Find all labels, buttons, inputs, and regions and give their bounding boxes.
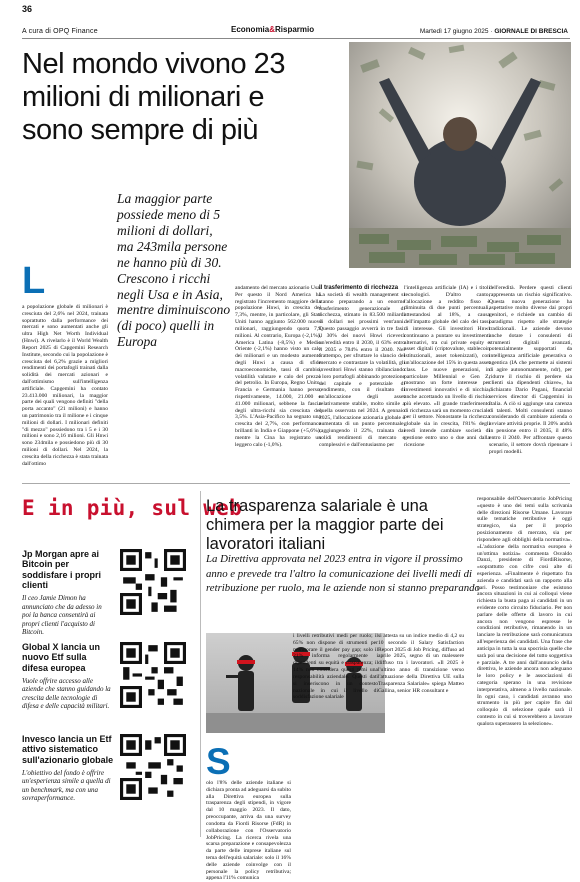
lead-column-1 <box>22 304 108 468</box>
section-suffix: Risparmio <box>275 25 315 34</box>
brief-item <box>22 734 198 803</box>
second-column-1-text: olo l'8% delle aziende italiane si dichiara pronta ad adeguarsi da subito alla Direttiva europea sulla trasparenza degli stipendi, in vigore dal 10 maggio 2023. Il dato, preoccupante, arriva da una survey condotta da Fiordi Risorse (FdR) in collaborazione con l'Osservatorio JobPricing. La ricerca rivela una scarsa preparazione e consapevolezza da parte delle imprese italiane sul tema dell'equità salariale: solo il 16% delle aziende coinvolge con il personale la policy retributiva; appena l'11% comunica <box>206 780 291 882</box>
brief-description: Vuole offrire accesso alle aziende che stanno guidando la crescita delle tecnologie di difesa e delle capacità militari. <box>22 677 111 711</box>
lead-column-5-text: dell'eredità. Perdere questi clienti rappresenta un rischio significativo. Questa nuova generazione ha aspettative molto diverse dai propri genitori, e richiede un cambio di paradigma rispetto alle strategie tradizionali. Le aziende devono anche dotare i consulenti di strumenti digitali avanzati, potenzialmente supportati da intelligenza artificiale generativa o agentica (IA che permette ai sistemi di agire autonomamente, ndr), per ridurre il rischio di perdere sia clienti sia dipendenti chiave», ha dichiarato Dario Pagani, financial services director di Capgemini in Italia. A ciò si aggiunge una carenza di talenti. Molti consulenti stanno considerando di cambiare azienda o avviare attività proprie. Il 20% andrà in pensione entro il 2035, il 48% entro il 2040. Per affrontare questo scenario, il settore dovrà ripensare i propri modelli. <box>489 285 572 455</box>
brief-description: Il ceo Jamie Dimon ha annunciato che da adesso in poi la banca consentirà ai propri clienti l'acquisto di Bitcoin. <box>22 594 102 636</box>
brief-description: L'obiettivo del fondo è offrire un'esperienza simile a quella di un benchmark, ma con una sovraperformance. <box>22 769 111 803</box>
qr-code-icon[interactable] <box>120 734 186 800</box>
qr-code-icon[interactable] <box>120 549 186 615</box>
dateline <box>420 28 568 35</box>
lead-subhead: Il trasferimento di ricchezza <box>319 285 399 291</box>
brief-title: Invesco lancia un Etf attivo sistematico sull'azionario globale <box>22 734 114 765</box>
man-in-money-rain-illustration <box>349 42 571 268</box>
second-column-2-text: i livelli retributivi medi per ruolo; il 65% non dispone di strumenti per monitorare il gender pay gap; solo il 21% informa regolarmente i dipendenti su equità e trasparenza; il 14% non considera questi temi una responsabilità aziendale. Questi dati si inseriscono in un contesto nazionale in cui il livello di soddisfazione salariale <box>293 633 378 701</box>
lead-column-5 <box>489 285 572 455</box>
lead-column-3-text: La società di wealth management si stanno preparando a un enorme trasferimento generazionale di ricchezza, stimato in 83.500 miliardi di dollari nei prossimi vent'anni. Questo passaggio avverrà in tre fasi: il 30% dei nuovi Hnwi riceverà un'eredità entro il 2030, il 63% entro il 2035 e 784% entro il 2040. Nel frattempo, per sfruttare lo slancio del mercato e contrastare la volatilità, gli investitori Hnwi stanno ribilanciando i loro portafogli abbinando protezione del capitale e potenziale di rendimento, con il risultato di un'allocazione degli asset relativamente stabile, molto simile a quella osservata nel 2024. A gennaio 2025, l'allocazione azionaria globale è aumentata di un punto percentuale, raggiungendo il 22%, trainata dai solidi rendimenti di mercato e complessivi e dall'entusiasmo per <box>319 292 405 448</box>
second-column-2 <box>293 633 378 701</box>
brief-item <box>22 549 198 636</box>
page-number: 36 <box>22 4 33 14</box>
lead-column-2-text: andamento del mercato azionario Usa. Per questo il Nord America ha registrato l'incremento maggiore della popolazione Hnwi, in crescita del 7,3%, mentre, in particolare, gli Stati Uniti hanno aggiunto 562.000 nuovi milionari, raggiungendo quota 7,9 milioni. Al contrario, Europa (-2,1%), America Latina (-8,5%) e Medio Oriente (-2,1%) hanno visto un calo dei milionari e un modesto aumento degli Hnwi a causa di sfide macroeconomiche, tassi di cambio, volatilità valutare e calo del prezzo del petrolio. In Europa, Regno Unito, Francia e Germania hanno perso, rispettivamente, 14.000, 21.000 e 41.000 milionari, sebbene la fascia degli ultra-ricchi sia cresciuta del 3,5%. L'Asia-Pacifico ha segnato una crescita del 2,7%, con performance brillanti in India e Giappone (+5,6%), mentre la Cina ha registrato un leggero calo (-1,0%). <box>235 285 321 448</box>
section-prefix: Economia <box>231 25 270 34</box>
lead-column-3 <box>319 285 405 449</box>
second-column-4-text: responsabile dell'Osservatorio JobPricing «questo è uno dei temi sulla scrivania delle direzioni Risorse Umane. Lavorare sulle tematiche retributive è oggi strategico, sia per il proprio posizionamento di mercato, sia per rispondere agli obblighi della normativa». «L'adozione della normativa europea è un'ottima notizia» commenta Osvaldo Danzi, presidente di FiordiRisorse, «soprattutto con cifre così alte di esperienza. «Finalmente è rispettato fra azienda e candidati sarà un rapporto alla pari. Posso testimoniare che esistono ancora situazioni in cui ai colloqui viene richiesta la busta paga ai candidati in un evidente corto circuito fiduciario. Per non parlare delle offerte di lavoro in cui ancora non vengono espresse le condizioni retributive, rimanendo in un lanciare la retribuzione sarà comunicatura all'esperienza dei candidati. Una frase che anticipa in tutta la sua spocrisia quelle che sarà poi una decisione del tutto soggettiva e parziale. A tre anni dall'annuncio della direttiva, le aziende ancora non adeguano le loro policy e le associazioni di categoria sperano in una revisione interpretativa, almeno a livello nazionale. In ogni caso, i candidati avranno uno strumento in più per capire fin dal colloquio di selezione quale sarà il contesto in cui si troverebbero a lavorare qualora superassero la selezione». <box>477 496 572 727</box>
issue-date: Martedì 17 giugno 2025 · <box>419 28 493 35</box>
qr-code-icon[interactable] <box>120 642 186 708</box>
lead-headline: Nel mondo vivono 23 milioni di milionari e sono sempre di più <box>22 48 285 146</box>
second-column-3 <box>378 633 464 694</box>
lead-column-2 <box>235 285 321 449</box>
second-dropcap: S <box>206 741 231 782</box>
lead-photo <box>349 42 571 268</box>
section-amp: & <box>269 25 276 34</box>
section-title <box>231 25 314 34</box>
lead-pullquote: La maggior parte possiede meno di 5 milioni di dollari, ma 243mila persone ne hanno più di 30. Crescono i ricchi negli Usa e in Asia, mentre diminuiscono (di poco) quelli in Europa <box>117 191 231 350</box>
section-divider <box>22 483 570 484</box>
newspaper-name: GIORNALE DI BRESCIA <box>494 28 568 35</box>
lead-dropcap: L <box>22 260 46 302</box>
web-briefs-title: E in più, sul web <box>22 496 243 520</box>
lead-column-4 <box>404 285 490 449</box>
header-rule <box>22 38 570 39</box>
second-column-1 <box>206 780 291 882</box>
lead-column-1-text: a popolazione globale di milionari è cresciuta del 2,6% nel 2024, trainata soprattutto dalla performance dei mercati e sono aumentati anche gli ultra High Net Worth Individual (Hnwi). A rivelarlo è il World Wealth Report 2025 di Capgemini Research Institute, secondo cui la popolazione è cresciuta del 6,2% grazie a migliori rendimenti dei portafogli trainati dalla solidità dei mercati azionari e dall'ottimismo sull'intelligenza artificiale. Capgemini ha contato 23.413.000 milionari, la maggior parte dei quali vengono definiti "della porta accanto" (21 milioni) e hanno un patrimonio tra il milione e i cinque milioni di dollari. I milionari definiti "di mezzo" possiedono tra i 5 e i 30 milioni e sono 2,16 milioni. Gli Hnwi sono 234mila e possiedono più di 30 milioni di dollari. Nel 2024, la crescita della ricchezza è stata trainata dall'ottimo <box>22 304 108 467</box>
second-intro: La Direttiva approvata nel 2023 entra in vigore il prossimo anno e prevede tra l'altro la comunicazione dei livelli medi di retribuzione per ruolo, ma le aziende non si stanno preparando <box>206 553 480 595</box>
brief-title: Global X lancia un nuovo Etf sulla difesa europea <box>22 642 101 673</box>
column-divider <box>200 491 201 837</box>
brief-title: Jp Morgan apre ai Bitcoin per soddisfare i propri clienti <box>22 549 102 591</box>
curator-credit: A cura di OPQ Finance <box>22 28 98 35</box>
second-column-4 <box>477 496 572 728</box>
brief-item <box>22 642 198 711</box>
second-headline: La trasparenza salariale è una chimera per la maggior parte dei lavoratori italiani <box>206 497 444 553</box>
lead-column-4-text: l'intelligenza artificiale (IA) e i titoli tecnologici. D'altro canto, l'allocazione a reddito fisso è diminuita di due punti percentuali, attestandosi al 18%, a causa dell'impatto globale del calo dei tassi di interesse. Gli investitori Hnwi continuano a puntare su investimenti alternativi, tra cui private equity e asset digitali (criptovalute, stablecoin istituzionali, asset tokenizzati), con un'allocazione del 15% in questa asset class. Le nuove generazioni, in particolare Millennial e Gen Z, mostrano un forte interesse per investimenti innovativi e di nicchia, anche accettando un livello di rischio più elevato. «Il grande trasferimento di ricchezza sarà un momento cruciale per il settore. Nonostante la ricchezza globale sia in crescita, l'81% degli eredi intende cambiare società di gestione entro uno o due anni dalla ricezione <box>404 285 490 448</box>
second-column-3-text: si attesta su un indice medio di 4,2 su 10 secondo il Salary Satisfaction Report 2025 di Job Pricing, diffuso ad aprile 2025, segno di un malessere diffuso tra i lavoratori. «Il 2025 è l'ultimo anno di transizione verso l'attuazione della Direttiva UE sulla Trasparenza Salariale» spiega Matteo Gallina, senior HR consultant e <box>378 633 464 694</box>
